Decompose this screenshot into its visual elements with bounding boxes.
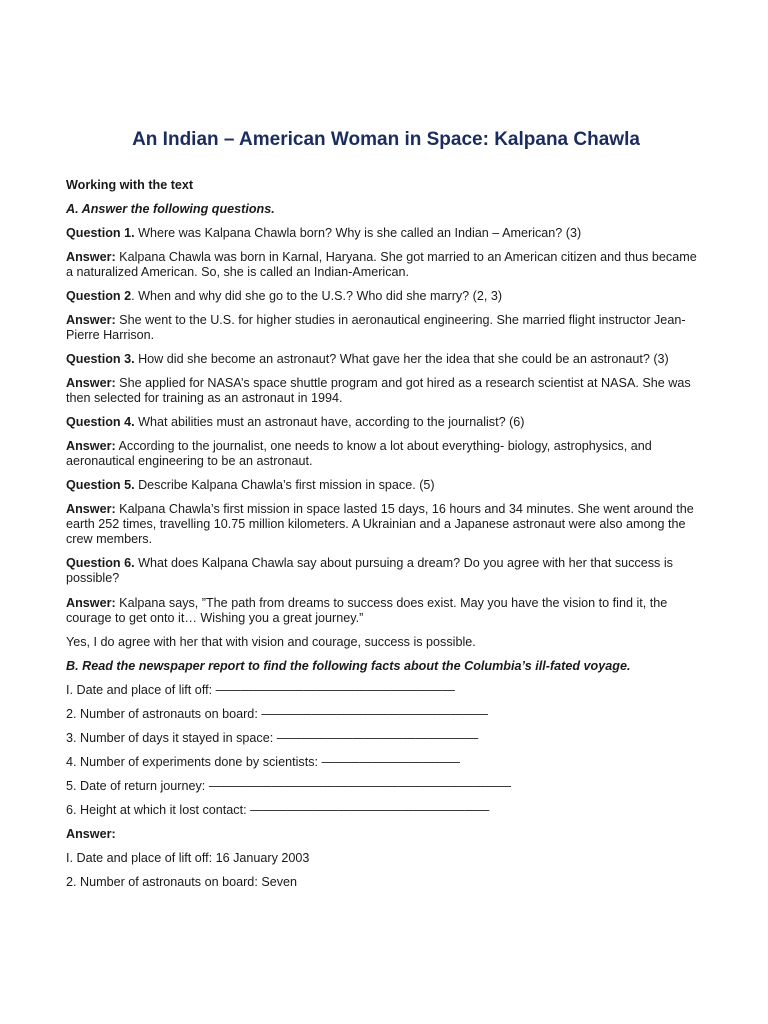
question-5: [66, 478, 706, 493]
answer-text: She went to the U.S. for higher studies in aeronautical engineering. She married flight instructor Jean-Pierre Harrison.: [66, 313, 686, 342]
fact-item: I. Date and place of lift off: ———————————————————: [66, 683, 455, 697]
fact-item: 6. Height at which it lost contact: ———————————————————: [66, 803, 490, 817]
answer-text: Kalpana Chawla was born in Karnal, Haryana. She got married to an American citizen and thus became a naturalized American. So, she is called an Indian-American.: [66, 250, 697, 279]
question-3: [66, 352, 706, 367]
question-text: How did she become an astronaut? What gave her the idea that she could be an astronaut? (3): [134, 352, 669, 366]
answer-1: [66, 250, 706, 280]
section-heading: Working with the text: [66, 178, 194, 192]
question-text: . When and why did she go to the U.S.? Who did she marry? (2, 3): [131, 289, 503, 303]
question-text: What does Kalpana Chawla say about pursuing a dream? Do you agree with her that success is possible?: [66, 556, 673, 585]
fact-item: 3. Number of days it stayed in space: ————————————————: [66, 731, 479, 745]
question-text: What abilities must an astronaut have, according to the journalist? (6): [134, 415, 525, 429]
fact-answer: 2. Number of astronauts on board: Seven: [66, 875, 298, 889]
question-label: Question 2: [66, 289, 132, 303]
answer-3: [66, 376, 706, 406]
answer-5: [66, 502, 706, 547]
fact-answer: I. Date and place of lift off: 16 January 2003: [66, 851, 310, 865]
answer-4: [66, 439, 706, 469]
question-6: [66, 556, 706, 586]
page-title: An Indian – American Woman in Space: Kalpana Chawla: [132, 129, 640, 150]
fact-item: 2. Number of astronauts on board: ——————————————————: [66, 707, 489, 721]
answer-label: Answer:: [66, 439, 116, 453]
answer-label: Answer:: [66, 502, 116, 516]
answer-6-extra: Yes, I do agree with her that with vision and courage, success is possible.: [66, 635, 476, 649]
question-4: [66, 415, 706, 430]
part-b-heading: B. Read the newspaper report to find the following facts about the Columbia’s ill-fated voyage.: [66, 659, 631, 673]
question-text: Describe Kalpana Chawla’s first mission in space. (5): [134, 478, 435, 492]
answer-text: Kalpana Chawla’s first mission in space lasted 15 days, 16 hours and 34 minutes. She went around the earth 252 times, travelling 10.75 million kilometers. A Ukrainian and a Japanese astronaut were also among the crew members.: [66, 502, 694, 546]
answer-label: Answer:: [66, 376, 116, 390]
answer-6: [66, 596, 706, 626]
question-label: Question 1.: [66, 226, 135, 240]
part-b-answer-label: Answer:: [66, 827, 116, 841]
question-label: Question 4.: [66, 415, 135, 429]
answer-label: Answer:: [66, 250, 116, 264]
question-1: [66, 226, 706, 241]
question-2: [66, 289, 706, 304]
fact-item: 5. Date of return journey: ————————————————————————: [66, 779, 512, 793]
question-label: Question 3.: [66, 352, 135, 366]
answer-label: Answer:: [66, 313, 116, 327]
answer-text: She applied for NASA’s space shuttle program and got hired as a research scientist at NASA. She was then selected for training as an astronaut in 1994.: [66, 376, 691, 405]
answer-text: Kalpana says, ”The path from dreams to success does exist. May you have the vision to find it, the courage to get onto it… Wishing you a great journey.”: [66, 596, 668, 625]
answer-text: According to the journalist, one needs to know a lot about everything- biology, astrophysics, and aeronautical engineering to be an astronaut.: [66, 439, 652, 468]
question-label: Question 6.: [66, 556, 135, 570]
answer-2: [66, 313, 706, 343]
part-a-heading: A. Answer the following questions.: [66, 202, 275, 216]
fact-item: 4. Number of experiments done by scientists: ———————————: [66, 755, 461, 769]
question-text: Where was Kalpana Chawla born? Why is she called an Indian – American? (3): [134, 226, 582, 240]
answer-label: Answer:: [66, 596, 116, 610]
question-label: Question 5.: [66, 478, 135, 492]
